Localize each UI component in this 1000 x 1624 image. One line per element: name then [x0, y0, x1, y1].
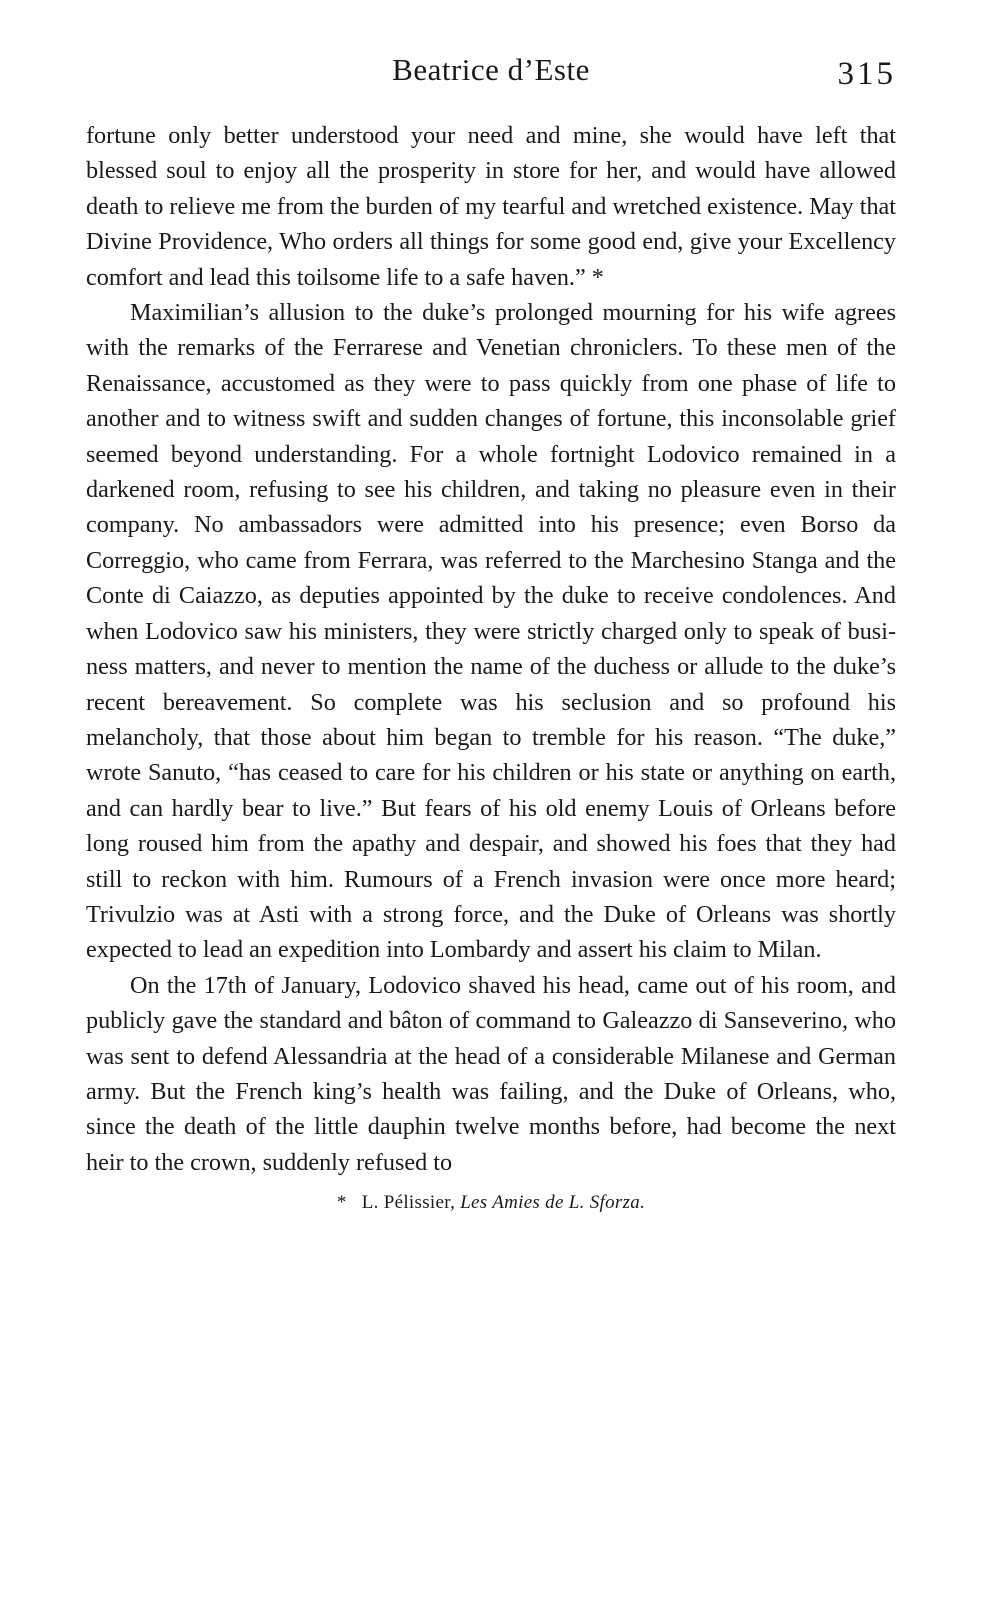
running-head	[86, 52, 896, 100]
footnote-title: Les Amies de L. Sforza.	[460, 1192, 646, 1214]
footnote-marker: *	[336, 1192, 347, 1214]
paragraph-mourning: Maximilian’s allusion to the duke’s prolonged mourning for his wife agrees with the remarks of the Ferrarese and Venetian chroniclers. To these men of the Renaissance, accustomed as they were to pass quickly from one phase of life to another and to witness swift and sudden changes of fortune, this inconsolable grief seemed beyond understanding. For a whole fortnight Lodovico remained in a darkened room, refusing to see his children, and taking no pleasure even in their company. No ambassadors were admitted into his presence; even Borso da Correggio, who came from Ferrara, was referred to the Marchesino Stanga and the Conte di Caiazzo, as deputies appointed by the duke to receive condolences. And when Lodovico saw his ministers, they were strictly charged only to speak of business matters, and never to mention the name of the duchess or allude to the duke’s recent bereavement. So complete was his seclusion and so profound his melancholy, that those about him began to tremble for his reason. “The duke,” wrote Sanuto, “has ceased to care for his children or his state or anything on earth, and can hardly bear to live.” But fears of his old enemy Louis of Orleans before long roused him from the apathy and despair, and showed his foes that they had still to reckon with him. Rumours of a French invasion were once more heard; Trivulzio was at Asti with a strong force, and the Duke of Orleans was shortly expected to lead an expedition into Lombardy and assert his claim to Milan.	[86, 299, 896, 964]
body-text	[86, 118, 896, 1180]
book-page	[86, 52, 896, 1214]
footnote-author: L. Pélissier,	[361, 1192, 456, 1214]
footnote	[86, 1192, 896, 1214]
paragraph-letter-continuation: fortune only better understood your need and mine, she would have left that blessed soul to enjoy all the prosperity in store for her, and would have allowed death to relieve me from the burden of my tearful and wretched existence. May that Divine Providence, Who orders all things for some good end, give your Excellency comfort and lead this toilsome life to a safe haven.” *	[86, 122, 896, 291]
running-title: Beatrice d’Este	[392, 52, 590, 87]
paragraph-january: On the 17th of January, Lodovico shaved his head, came out of his room, and publicly gave the standard and bâton of command to Galeazzo di Sanseverino, who was sent to defend Alessandria at the head of a considerable Milanese and German army. But the French king’s health was failing, and the Duke of Orleans, who, since the death of the little dauphin twelve months before, had become the next heir to the crown, suddenly refused to	[86, 971, 896, 1176]
page-number: 315	[837, 56, 896, 92]
